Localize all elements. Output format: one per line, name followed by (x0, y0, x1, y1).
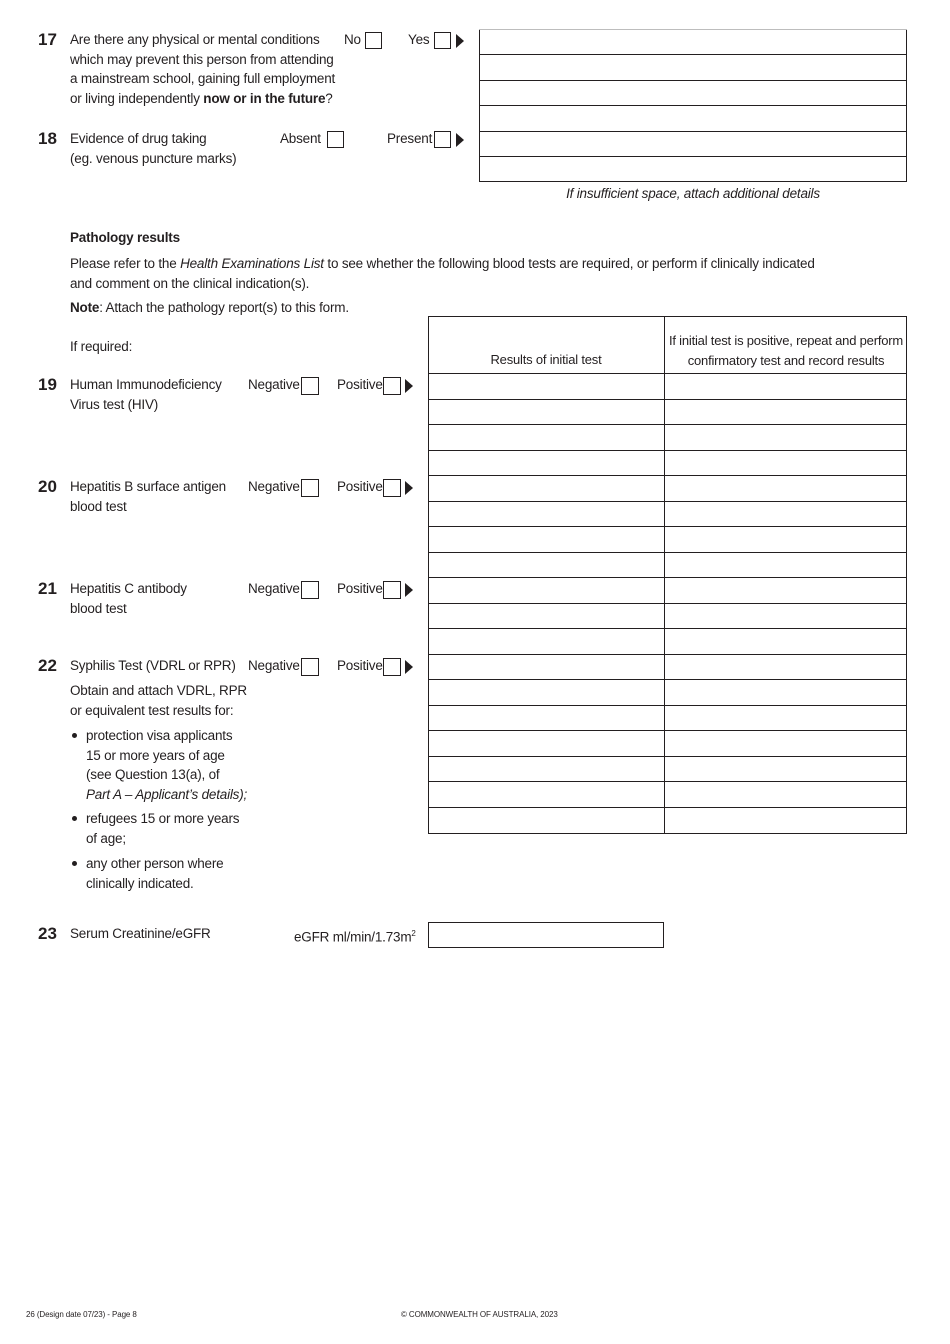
q18-arrow-icon (456, 133, 464, 147)
test-20-line1: Hepatitis B surface antigen (70, 479, 226, 494)
q17-line3: a mainstream school, gaining full employment (70, 71, 336, 86)
question-number-20: 20 (38, 477, 57, 496)
intro-italic: Health Examinations List (180, 256, 324, 271)
q18-absent-checkbox[interactable] (327, 131, 344, 148)
row-line (428, 526, 907, 527)
bullet-3-line2: clinically indicated. (86, 875, 194, 891)
footer-copyright: © COMMONWEALTH OF AUSTRALIA, 2023 (401, 1310, 558, 1319)
intro-pre: Please refer to the (70, 256, 181, 271)
bullet-1-line4: Part A – Applicant’s details); (86, 786, 248, 802)
col2-header-line1: If initial test is positive, repeat and perform (668, 333, 904, 348)
details-line-4 (479, 131, 907, 132)
bullet-1-line1: protection visa applicants (86, 728, 233, 743)
question-number-22: 22 (38, 656, 57, 675)
pathology-intro-line2: and comment on the clinical indication(s). (70, 275, 310, 291)
pathology-note (70, 298, 349, 318)
row-line (428, 424, 907, 425)
test-20-positive-label: Positive (337, 479, 383, 494)
details-top-line (479, 29, 907, 30)
q18-present-checkbox[interactable] (434, 131, 451, 148)
test-20-arrow-icon (405, 481, 413, 495)
col-header-initial: Results of initial test (490, 352, 602, 367)
test-21-arrow-icon (405, 583, 413, 597)
q17-no-label: No (344, 32, 361, 47)
details-line-6 (479, 181, 907, 182)
if-required-label: If required: (70, 339, 133, 354)
bullet-1-line3: (see Question 13(a), of (86, 767, 220, 782)
test-19-negative-checkbox[interactable] (301, 377, 319, 395)
q17-yes-label: Yes (408, 32, 430, 47)
row-line (428, 807, 907, 808)
row-line (428, 577, 907, 578)
details-line-1 (479, 54, 907, 55)
q17-no-checkbox[interactable] (365, 32, 382, 49)
row-line (428, 628, 907, 629)
row-line (428, 399, 907, 400)
q17-line2: which may prevent this person from attending (70, 51, 334, 67)
test-21-positive-label: Positive (337, 581, 383, 596)
test-22-bullet-3 (86, 854, 223, 893)
test-22-positive-checkbox[interactable] (383, 658, 401, 676)
pathology-heading: Pathology results (70, 230, 180, 245)
test-19-text (70, 375, 222, 414)
q17-line4-post: ? (325, 90, 333, 106)
row-line (428, 730, 907, 731)
test-20-positive-checkbox[interactable] (383, 479, 401, 497)
test-21-text (70, 579, 187, 618)
footer-page-info: 26 (Design date 07/23) - Page 8 (26, 1310, 137, 1319)
row-line (428, 552, 907, 553)
details-line-2 (479, 80, 907, 81)
test-20-negative-checkbox[interactable] (301, 479, 319, 497)
question-18-text (70, 129, 270, 168)
bullet-icon (72, 861, 77, 866)
test-20-text (70, 477, 226, 516)
q23-label: Serum Creatinine/eGFR (70, 926, 211, 941)
test-22-bullet-1 (86, 726, 247, 804)
row-line (428, 603, 907, 604)
test-21-line2: blood test (70, 600, 127, 616)
question-number-18: 18 (38, 129, 57, 148)
test-22-negative-label: Negative (248, 658, 300, 673)
q17-line4 (70, 89, 340, 109)
q17-line1: Are there any physical or mental conditions (70, 32, 320, 47)
col-header-confirmatory (665, 331, 907, 370)
test-21-negative-label: Negative (248, 581, 300, 596)
bullet-3-line1: any other person where (86, 856, 224, 871)
q17-line4-bold: now or in the future (203, 90, 326, 106)
test-19-positive-label: Positive (337, 377, 383, 392)
bullet-icon (72, 816, 77, 821)
q23-unit-sup: 2 (411, 929, 416, 938)
pathology-intro-line1 (70, 254, 850, 274)
row-line (428, 475, 907, 476)
test-20-line2: blood test (70, 498, 127, 514)
q18-absent-label: Absent (280, 131, 321, 146)
details-lines-box[interactable] (479, 29, 907, 182)
row-line (428, 501, 907, 502)
row-line (428, 450, 907, 451)
note-text: : Attach the pathology report(s) to this form. (99, 300, 349, 315)
test-21-negative-checkbox[interactable] (301, 581, 319, 599)
details-line-5 (479, 156, 907, 157)
bullet-icon (72, 733, 77, 738)
question-number-23: 23 (38, 924, 57, 943)
test-19-line2: Virus test (HIV) (70, 396, 159, 412)
details-line-3 (479, 105, 907, 106)
results-table (428, 316, 907, 834)
q18-line2: (eg. venous puncture marks) (70, 150, 237, 166)
test-22-obtain-line1: Obtain and attach VDRL, RPR (70, 683, 247, 698)
col2-header-line2: confirmatory test and record results (687, 352, 885, 368)
question-number-19: 19 (38, 375, 57, 394)
q17-arrow-icon (456, 34, 464, 48)
test-22-title: Syphilis Test (VDRL or RPR) (70, 658, 236, 673)
test-21-positive-checkbox[interactable] (383, 581, 401, 599)
q23-unit (294, 924, 416, 947)
test-22-obtain-line2: or equivalent test results for: (70, 702, 234, 718)
test-19-positive-checkbox[interactable] (383, 377, 401, 395)
row-line (428, 654, 907, 655)
q18-line1: Evidence of drug taking (70, 131, 207, 146)
test-22-arrow-icon (405, 660, 413, 674)
row-line (428, 373, 907, 374)
question-17-text (70, 30, 340, 108)
details-note: If insufficient space, attach additional details (566, 186, 820, 201)
test-22-obtain-text (70, 681, 247, 720)
test-22-positive-label: Positive (337, 658, 383, 673)
bullet-2-line2: of age; (86, 830, 126, 846)
note-bold: Note (70, 300, 100, 315)
bullet-2-line1: refugees 15 or more years (86, 811, 240, 826)
pathology-intro (70, 254, 850, 293)
test-21-line1: Hepatitis C antibody (70, 581, 187, 596)
test-19-negative-label: Negative (248, 377, 300, 392)
bullet-1-line2: 15 or more years of age (86, 747, 225, 763)
test-20-negative-label: Negative (248, 479, 300, 494)
intro-post: to see whether the following blood tests are required, or perform if clinically indicated (323, 256, 815, 271)
row-line (428, 781, 907, 782)
row-line (428, 679, 907, 680)
q17-line4-pre: or living independently (70, 90, 204, 106)
test-22-bullet-2 (86, 809, 239, 848)
q18-present-label: Present (387, 131, 433, 146)
q23-unit-text: eGFR ml/min/1.73m (294, 929, 412, 945)
q17-yes-checkbox[interactable] (434, 32, 451, 49)
question-number-17: 17 (38, 30, 57, 49)
row-line (428, 756, 907, 757)
question-number-21: 21 (38, 579, 57, 598)
row-line (428, 705, 907, 706)
egfr-input[interactable] (428, 922, 664, 948)
test-19-line1: Human Immunodeficiency (70, 377, 222, 392)
test-22-negative-checkbox[interactable] (301, 658, 319, 676)
test-19-arrow-icon (405, 379, 413, 393)
